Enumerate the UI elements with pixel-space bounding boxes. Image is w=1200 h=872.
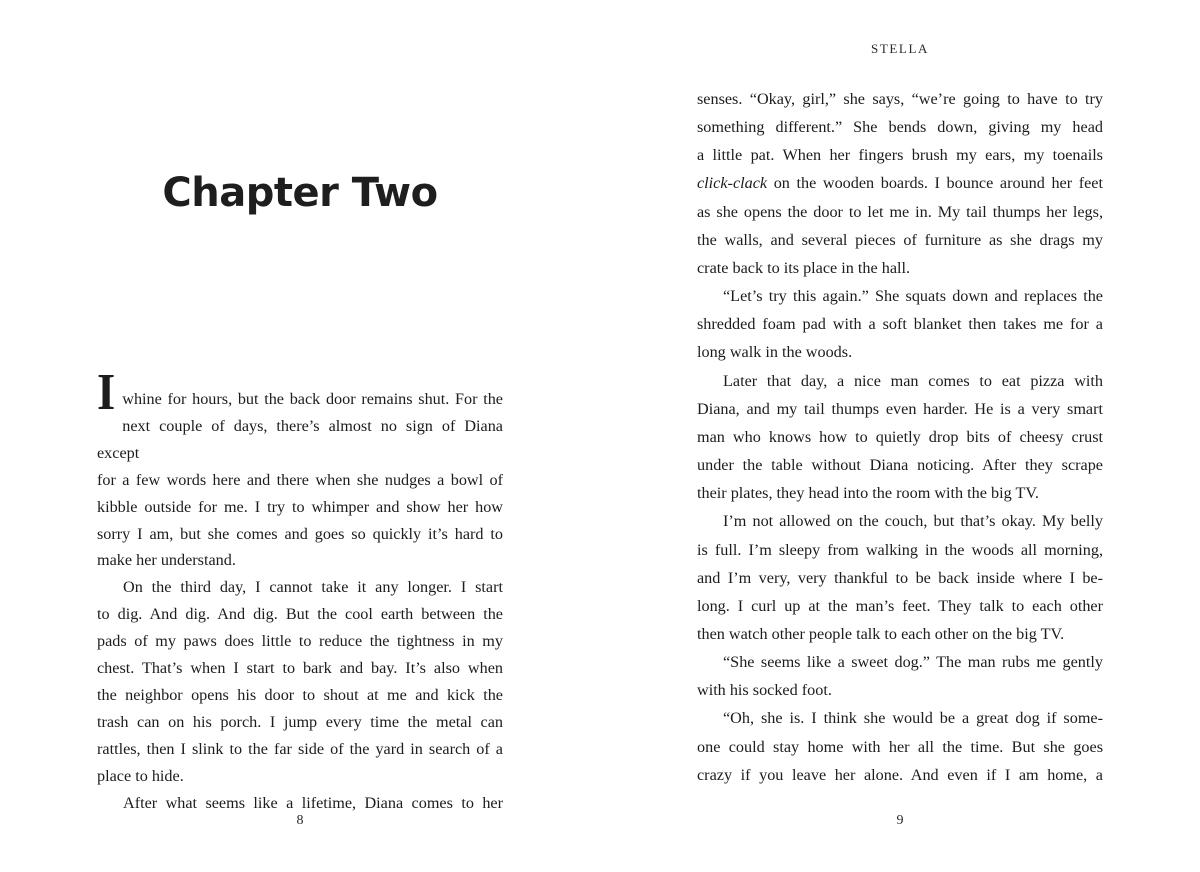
italic-phrase: click-clack <box>697 174 768 193</box>
text-line: I whine for hours, but the back door remains shut. For the <box>97 364 503 421</box>
text-line: senses. “Okay, girl,” she says, “we’re going to have to try <box>697 90 1103 108</box>
text-line: then watch other people talk to each other on the big TV. <box>697 624 1065 643</box>
right-page-body <box>697 85 1103 789</box>
text-line: as she opens the door to let me in. My tail thumps her legs, <box>697 202 1103 221</box>
text-line: “She seems like a sweet dog.” The man rubs me gently <box>723 653 1103 672</box>
text-line: and I’m very, very thankful to be back inside where I be- <box>697 568 1103 587</box>
text-line: long walk in the woods. <box>697 343 853 362</box>
left-page-body <box>97 364 503 817</box>
text-line: a little pat. When her fingers brush my ears, my toenails <box>697 146 1103 165</box>
text-line: “Let’s try this again.” She squats down and replaces the <box>723 287 1103 306</box>
text-line: place to hide. <box>97 766 184 785</box>
running-head: STELLA <box>871 41 929 56</box>
text-line: Later that day, a nice man comes to eat pizza with <box>723 371 1103 390</box>
right-page <box>600 0 1200 872</box>
text-line: kibble outside for me. I try to whimper and show her how <box>97 497 503 516</box>
text-line: “Oh, she is. I think she would be a great dog if some- <box>723 709 1103 728</box>
text-line: sorry I am, but she comes and goes so quickly it’s hard to <box>97 524 503 543</box>
text-line: After what seems like a lifetime, Diana comes to her <box>123 793 503 812</box>
text-line: shredded foam pad with a soft blanket then takes me for a <box>697 315 1103 334</box>
text-line: is full. I’m sleepy from walking in the woods all morning, <box>697 540 1103 559</box>
text-line: the walls, and several pieces of furniture as she drags my <box>697 230 1103 249</box>
page-number: 8 <box>296 813 304 828</box>
text-line: their plates, they head into the room with the big TV. <box>697 484 1039 503</box>
chapter-title: Chapter Two <box>162 170 438 216</box>
text-line: the neighbor opens his door to shout at me and kick the <box>97 685 503 704</box>
text-line: one could stay home with her all the time. But she goes <box>697 737 1103 756</box>
text-line: with his socked foot. <box>697 681 832 700</box>
text-line: rattles, then I slink to the far side of the yard in search of a <box>97 739 503 758</box>
text-line: long. I curl up at the man’s feet. They talk to each other <box>697 596 1103 615</box>
text-line: I’m not allowed on the couch, but that’s okay. My belly <box>723 512 1103 531</box>
text-line: something different.” She bends down, giving my head <box>697 118 1103 137</box>
text-line: for a few words here and there when she nudges a bowl of <box>97 470 503 489</box>
text-line: Diana, and my tail thumps even harder. He is a very smart <box>697 399 1103 418</box>
text-line: man who knows how to quietly drop bits of cheesy crust <box>697 427 1103 446</box>
text-line: to dig. And dig. And dig. But the cool earth between the <box>97 605 503 624</box>
text-line: On the third day, I cannot take it any longer. I start <box>123 578 503 597</box>
text-line: make her understand. <box>97 551 236 570</box>
text-line: crazy if you leave her alone. And even if I am home, a <box>697 765 1103 784</box>
text-line: next couple of days, there’s almost no sign of Diana except <box>97 416 503 462</box>
text-line: click-clack on the wooden boards. I bounce around her feet <box>697 174 1103 193</box>
text-line: under the table without Diana noticing. After they scrape <box>697 456 1103 475</box>
text-line: pads of my paws does little to reduce the tightness in my <box>97 632 503 651</box>
drop-cap: I <box>97 364 116 421</box>
text-line: trash can on his porch. I jump every time the metal can <box>97 712 503 731</box>
text-line: chest. That’s when I start to bark and bay. It’s also when <box>97 659 503 678</box>
page-number: 9 <box>896 813 904 828</box>
text-line: crate back to its place in the hall. <box>697 258 911 277</box>
